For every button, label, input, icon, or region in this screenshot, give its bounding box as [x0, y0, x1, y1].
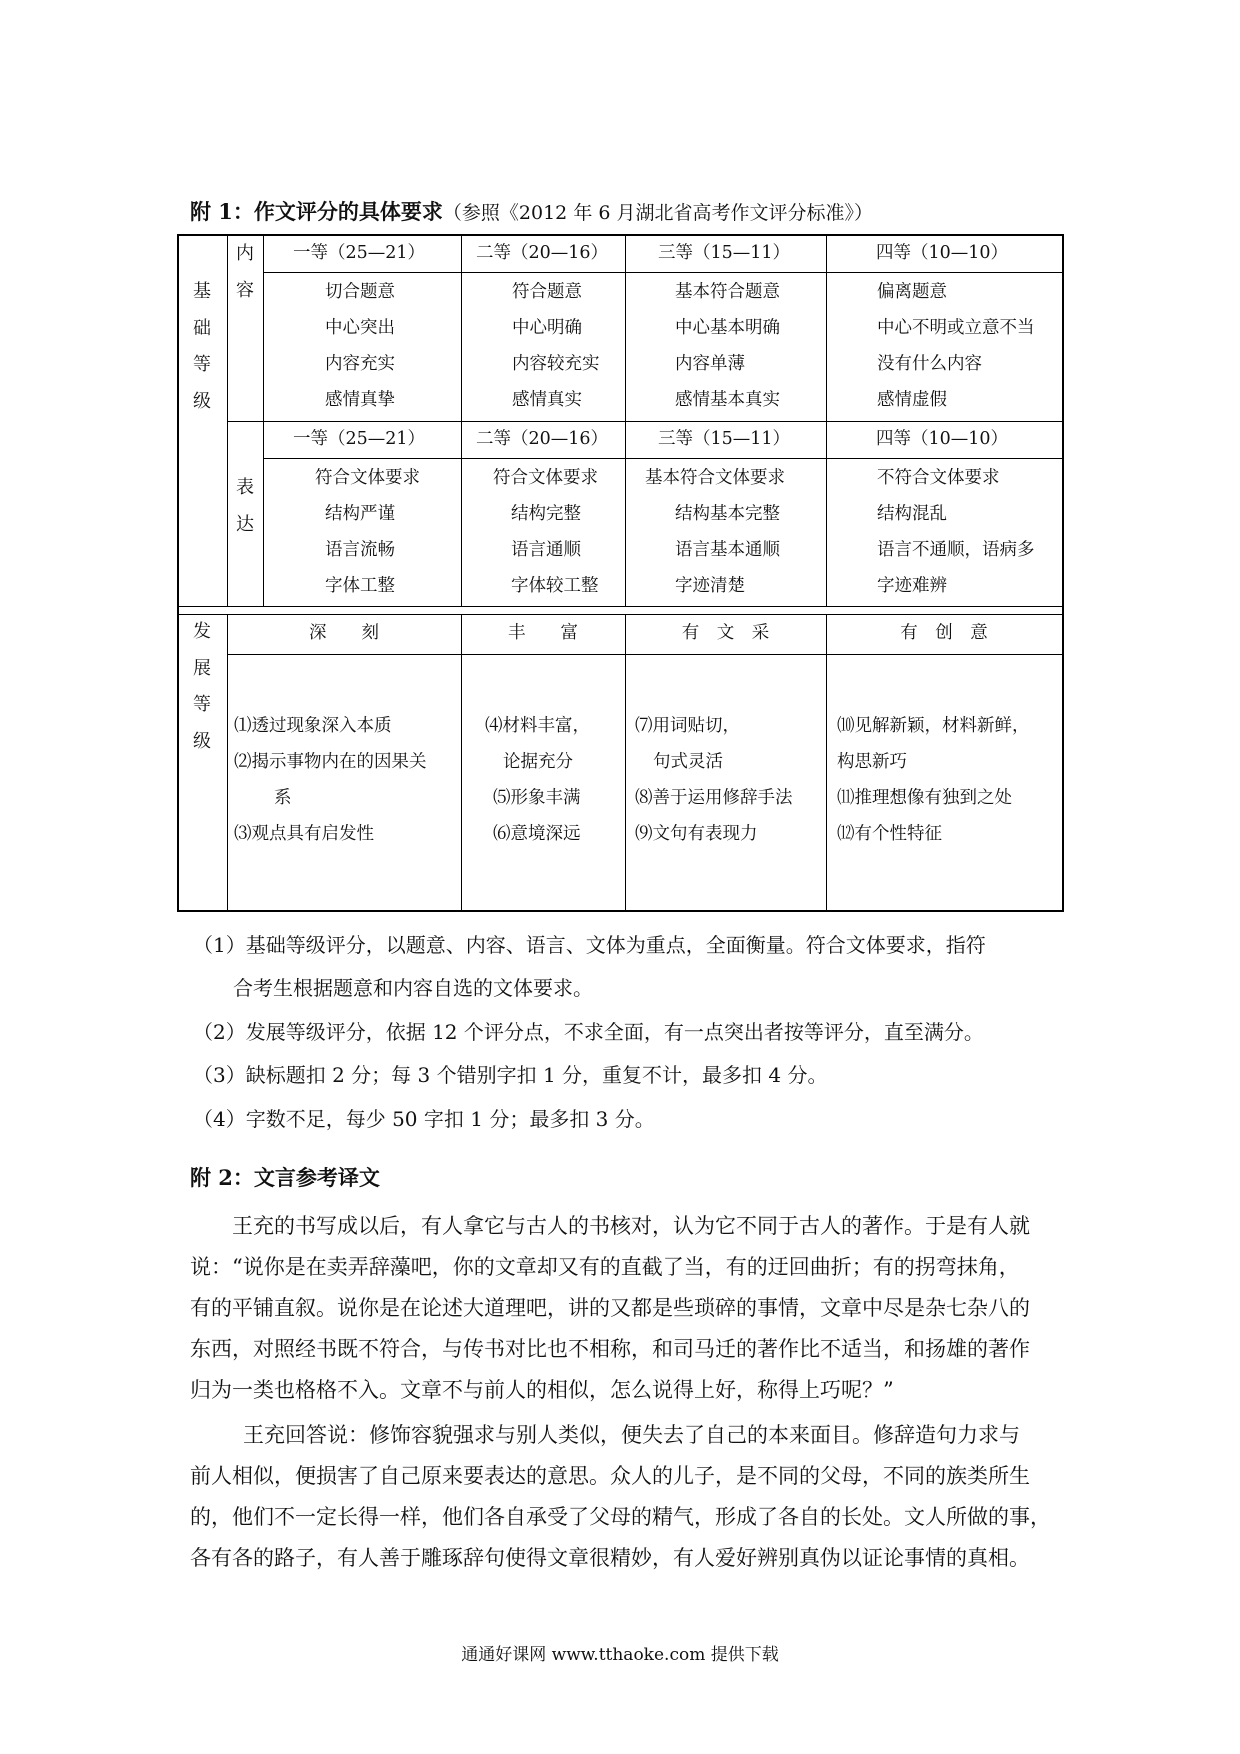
expression-grade-1: 一等（25—21） [293, 429, 426, 449]
expression-label [232, 470, 258, 543]
content-grade-4: 四等（10—10） [876, 243, 1009, 263]
dev-header-richness: 丰 富 [508, 623, 578, 643]
development-level-label [189, 614, 215, 760]
dev-header-literary: 有 文 采 [681, 623, 770, 643]
label-char: 等 [193, 694, 211, 715]
scoring-table [177, 234, 1064, 912]
attachment-1-heading [190, 196, 873, 226]
label-char: 级 [193, 730, 211, 752]
label-char: 础 [193, 317, 211, 339]
dev-cell-depth: ⑴透过现象深入本质 ⑵揭示事物内在的因果关 系 ⑶观点具有启发性 [234, 716, 427, 844]
content-label [232, 236, 258, 309]
attachment-1-title: 附 1：作文评分的具体要求 [190, 199, 443, 224]
note-4: （4）字数不足，每少 50 字扣 1 分；最多扣 3 分。 [193, 1107, 655, 1131]
content-cell-grade-3: 基本符合题意 中心基本明确 内容单薄 感情基本真实 [675, 282, 780, 410]
expression-cell-grade-1: 符合文体要求 结构严谨 语言流畅 字体工整 [315, 468, 420, 596]
note-2: （2）发展等级评分，依据 12 个评分点，不求全面，有一点突出者按等评分，直至满分。 [193, 1020, 984, 1044]
content-cell-grade-1: 切合题意 中心突出 内容充实 感情真挚 [325, 282, 395, 410]
note-1-cont: 合考生根据题意和内容自选的文体要求。 [233, 976, 593, 1000]
label-char: 达 [236, 513, 254, 535]
dev-header-creative: 有 创 意 [900, 623, 988, 643]
attachment-2-heading: 附 2：文言参考译文 [190, 1165, 380, 1190]
dev-header-depth: 深 刻 [309, 623, 379, 643]
label-char: 级 [193, 390, 211, 412]
expression-grade-4: 四等（10—10） [876, 429, 1009, 449]
dev-cell-creative: ⑽见解新颖，材料新鲜， 构思新巧 ⑾推理想像有独到之处 ⑿有个性特征 [837, 716, 1030, 844]
content-cell-grade-4: 偏离题意 中心不明或立意不当 没有什么内容 感情虚假 [877, 282, 1035, 410]
note-1: （1）基础等级评分，以题意、内容、语言、文体为重点，全面衡量。符合文体要求，指符 [193, 933, 986, 957]
expression-grade-2: 二等（20—16） [476, 429, 609, 449]
label-char: 基 [193, 281, 211, 302]
label-char: 内 [236, 243, 254, 264]
label-char: 发 [193, 621, 211, 642]
note-3: （3）缺标题扣 2 分；每 3 个错别字扣 1 分，重复不计，最多扣 4 分。 [193, 1063, 828, 1087]
dev-cell-literary: ⑺用词贴切， 句式灵活 ⑻善于运用修辞手法 ⑼文句有表现力 [635, 716, 793, 844]
content-grade-1: 一等（25—21） [293, 243, 426, 263]
label-char: 容 [236, 279, 254, 301]
page-footer: 通通好课网 www.tthaoke.com 提供下载 [461, 1645, 779, 1665]
expression-grade-3: 三等（15—11） [658, 429, 791, 449]
label-char: 等 [193, 354, 211, 375]
dev-cell-richness: ⑷材料丰富， 论据充分 ⑸形象丰满 ⑹意境深远 [485, 716, 590, 844]
content-grade-2: 二等（20—16） [476, 243, 609, 263]
content-cell-grade-2: 符合题意 中心明确 内容较充实 感情真实 [512, 282, 600, 410]
expression-cell-grade-4: 不符合文体要求 结构混乱 语言不通顺，语病多 字迹难辨 [877, 468, 1035, 596]
expression-cell-grade-3: 基本符合文体要求 结构基本完整 语言基本通顺 字迹清楚 [645, 468, 785, 596]
content-grade-3: 三等（15—11） [658, 243, 791, 263]
label-char: 展 [193, 657, 211, 679]
expression-cell-grade-2: 符合文体要求 结构完整 语言通顺 字体较工整 [493, 468, 599, 596]
label-char: 表 [236, 477, 254, 498]
basic-level-label [189, 274, 215, 420]
attachment-1-subtitle: （参照《2012 年 6 月湖北省高考作文评分标准》） [442, 202, 873, 224]
